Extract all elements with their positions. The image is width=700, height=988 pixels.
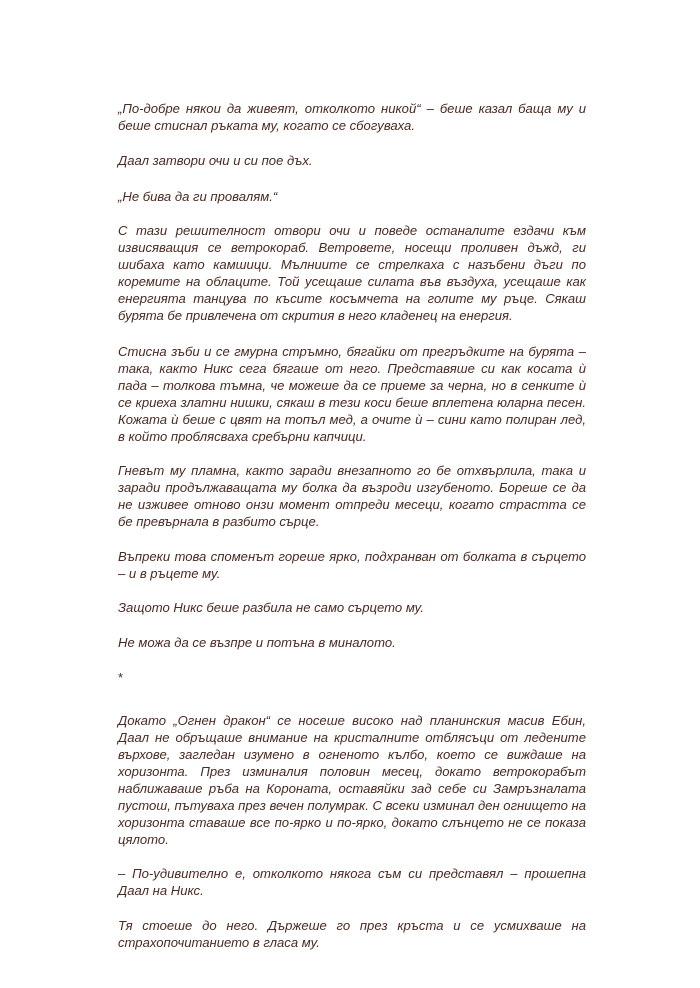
paragraph: Докато „Огнен дракон“ се носеше високо над планинския масив Ебин, Даал не обръщаше внимание на кристалните отблясъци от ледените върхове, загледан изумено в огненото кълбо, което се виждаше на хоризонта. През изминалия половин месец, докато ветрокорабът наближаваше ръба на Короната, оставяйки зад себе си Замръзналата пустош, пътуваха през вечен полумрак. С всеки изминал ден огнището на хоризонта ставаше все по-ярко и по-ярко, докато слънцето не се показа цялото. xyxy=(118,713,586,847)
paragraph: Не можа да се възпре и потъна в миналото. xyxy=(118,635,396,650)
paragraph: Гневът му пламна, както заради внезапното го бе отхвърлила, така и заради продължаващата му болка да възроди изгубеното. Бореше се да не изживее отново онзи момент отпреди месеци, когато страстта се бе превърнала в разбито сърце. xyxy=(118,463,586,529)
paragraph: Въпреки това споменът гореше ярко, подхранван от болката в сърцето – и в ръцете му. xyxy=(118,549,586,581)
paragraph: С тази решителност отвори очи и поведе останалите ездачи към извисяващия се ветрокораб. Ветровете, носещи проливен дъжд, ги шибаха като камшици. Мълниите се стрелкаха с назъбени дъги по коремите на облаците. Той усещаше силата във въздуха, усещаше как енергията танцува по късите косъмчета на голите му ръце. Сякаш бурята бе привлечена от скрития в него кладенец на енергия. xyxy=(118,223,586,323)
paragraph: Даал затвори очи и си пое дъх. xyxy=(118,153,313,168)
section-separator: * xyxy=(118,670,124,685)
paragraph: – По-удивително е, отколкото някога съм си представял – прошепна Даал на Никс. xyxy=(118,866,586,898)
paragraph: „По-добре някои да живеят, отколкото никой“ – беше казал баща му и беше стиснал ръката му, когато се сбогуваха. xyxy=(118,101,586,133)
paragraph: „Не бива да ги провалям.“ xyxy=(118,189,278,204)
paragraph: Тя стоеше до него. Държеше го през кръста и се усмихваше на страхопочитанието в гласа му. xyxy=(118,918,586,950)
paragraph: Защото Никс беше разбила не само сърцето му. xyxy=(118,600,424,615)
paragraph: Стисна зъби и се гмурна стръмно, бягайки от прегръдките на бурята – така, както Никс сега бягаше от него. Представяше си как косата ѝ пада – толкова тъмна, че можеше да се приеме за черна, но в сенките ѝ се криеха златни нишки, сякаш в тези коси беше вплетена юларна песен. Кожата ѝ беше с цвят на топъл мед, а очите ѝ – сини като полиран лед, в който проблясваха сребърни капчици. xyxy=(118,344,586,444)
document-body xyxy=(118,100,586,967)
